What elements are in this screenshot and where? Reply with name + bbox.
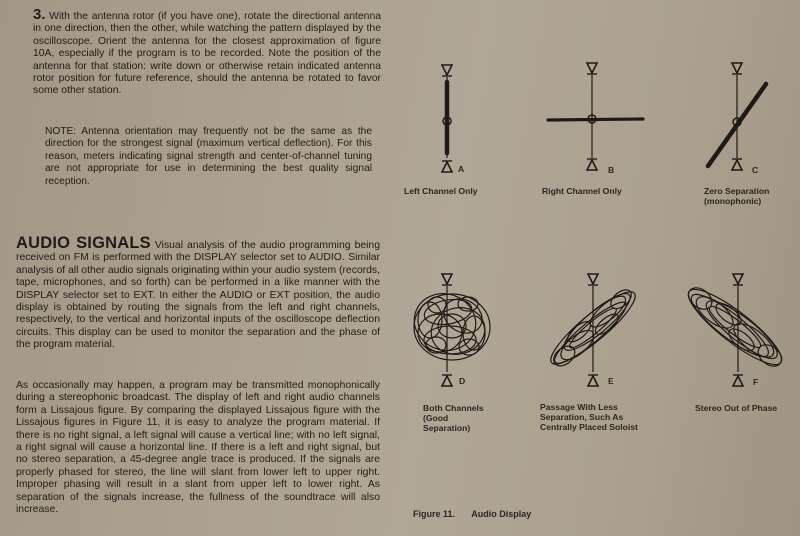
step-number: 3. (33, 6, 46, 23)
figure-b-letter: B (608, 165, 615, 175)
lissajous-paragraph: As occasionally may happen, a program may be transmitted monophonically during a stereophonic broadcast. The display of left and right audio channels form a Lissajous figure. By comparing the displayed Lissajous figure with the Lissajous figures in Figure 11, it is easy to analyze the program material. If there is no right signal, a left signal will cause a vertical line; with no left signal, a right signal will cause a horizontal line. If there is a left and right signal, but no stereo separation, a 45-degree angle trace is produced. If the signals are properly phased for stereo, the line will slant from lower left to upper right. Improper phasing will result in a slant from upper left to lower right. As separation of the signals increase, the fullness of the soundtrace will also increase. (16, 380, 380, 516)
figure-d-caption: Both Channels (Good Separation) (423, 403, 484, 433)
antenna-note: NOTE: Antenna orientation may frequently not be the same as the direction for the strongest signal (maximum vertical deflection). For this reason, meters indicating signal strength and center-of-channel tuning are not appropriate for use in determining the best quality signal reception. (45, 126, 372, 187)
figure-c-caption: Zero Separation (monophonic) (704, 186, 770, 206)
figure-e-letter: E (608, 376, 614, 386)
figure-a-letter: A (458, 164, 465, 174)
figure-f-caption: Stereo Out of Phase (695, 403, 778, 413)
audio-intro-text: Visual analysis of the audio programming being received on FM is performed with the DISPLAY selector set to AUDIO. Similar analysis of all other audio signals originating within your audio system (records, tape, microphones, and so forth) can be performed in a like manner with the DISPLAY selector set to EXT. In either the AUDIO or EXT position, the audio display is obtained by routing the signals from the left and right channels, respectively, to the vertical and horizontal inputs of the oscilloscope deflection circuits. This display can be used to monitor the separation and the phase of the program material. (16, 240, 380, 351)
figure-number: Figure 11. (413, 509, 456, 519)
step-text: With the antenna rotor (if you have one), rotate the directional antenna in one direction, then the other, while watching the pattern displayed by the oscilloscope. Orient the antenna for the closest approximation of figure 10A, especially if the program is to be recorded. Note the position of the antenna for that station: write down or otherwise retain indicated antenna rotor position for future reference, should the antenna be rotated to favor some other station. (33, 11, 382, 97)
section-heading: AUDIO SIGNALS (16, 234, 151, 252)
figure-b-horizontal-trace (548, 63, 643, 170)
figure-c-letter: C (752, 165, 759, 175)
figure-name: Audio Display (471, 509, 532, 519)
figure-f-letter: F (753, 377, 759, 387)
figure-b-caption: Right Channel Only (542, 186, 622, 196)
figure-c-diagonal-trace (708, 63, 766, 170)
figure-d-round-trace (406, 274, 490, 386)
figure-f-out-of-phase-trace (680, 274, 790, 386)
figure-a-caption: Left Channel Only (404, 186, 478, 196)
figure-e-slanted-trace (543, 274, 642, 386)
figure-a-vertical-trace (442, 65, 452, 172)
figure-title (413, 509, 545, 519)
figure-e-caption: Passage With Less Separation, Such As Centrally Placed Soloist (540, 402, 638, 432)
figure-d-letter: D (459, 376, 466, 386)
